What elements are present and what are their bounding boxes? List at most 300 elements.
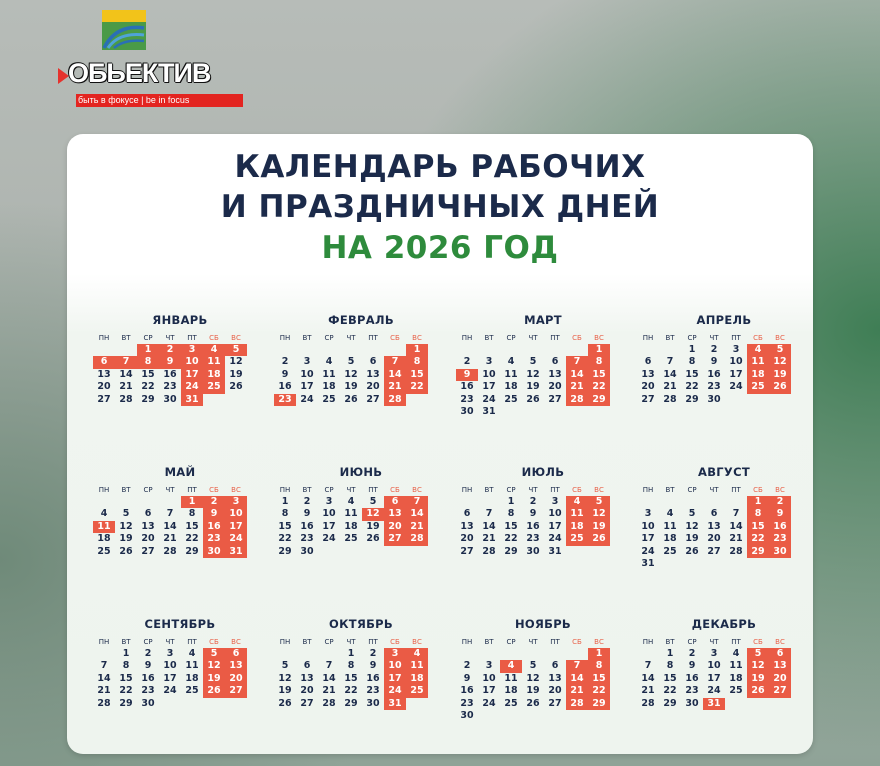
day-cell: 27 (384, 533, 406, 546)
day-cell: 7 (166, 508, 174, 519)
weekday-header: ВС (594, 486, 604, 494)
day-cell: 25 (203, 381, 225, 394)
day-cell: 17 (384, 673, 406, 686)
day-cell: 19 (229, 368, 243, 380)
day-cell: 31 (384, 698, 406, 711)
day-cell: 8 (688, 356, 696, 367)
day-cell: 9 (144, 660, 152, 671)
empty-cell (456, 496, 478, 509)
day-cell: 3 (166, 647, 174, 659)
day-cell: 13 (548, 672, 562, 684)
day-cell: 1 (181, 496, 203, 509)
day-cell: 7 (485, 508, 493, 519)
day-cell: 29 (141, 393, 155, 405)
day-cell: 19 (769, 369, 791, 382)
day-cell: 11 (566, 508, 588, 521)
month-days-grid (274, 635, 428, 710)
day-cell: 18 (203, 369, 225, 382)
day-cell: 9 (688, 660, 696, 671)
day-cell: 23 (141, 685, 155, 696)
day-cell: 27 (225, 685, 247, 698)
month-days-grid (637, 635, 791, 710)
day-cell: 23 (366, 685, 380, 696)
weekday-header: ПТ (187, 638, 197, 646)
day-cell: 10 (225, 508, 247, 521)
empty-cell (296, 344, 318, 357)
month-days-grid (456, 635, 610, 723)
day-cell: 16 (300, 520, 314, 532)
empty-cell (137, 496, 159, 509)
day-cell: 25 (663, 545, 677, 557)
day-cell: 30 (460, 406, 474, 417)
day-cell: 25 (185, 685, 199, 696)
day-cell: 18 (97, 533, 111, 544)
day-cell: 15 (344, 672, 358, 684)
day-cell: 3 (325, 495, 333, 507)
day-cell: 14 (663, 368, 677, 380)
weekday-header: СБ (209, 486, 219, 494)
day-cell: 11 (747, 356, 769, 369)
day-cell: 24 (225, 533, 247, 546)
day-cell: 9 (769, 508, 791, 521)
month-name: ДЕКАБРЬ (691, 617, 757, 631)
day-cell: 29 (663, 697, 677, 709)
month (456, 312, 610, 419)
day-cell: 27 (707, 545, 721, 557)
day-cell: 6 (93, 356, 115, 369)
weekday-header: СБ (572, 486, 582, 494)
day-cell: 4 (100, 508, 108, 519)
weekday-header: ПН (642, 334, 654, 342)
day-cell: 24 (707, 685, 721, 696)
day-cell: 31 (703, 698, 725, 711)
day-cell: 16 (460, 381, 474, 392)
day-cell: 24 (482, 697, 496, 709)
day-cell: 10 (181, 356, 203, 369)
day-cell: 19 (203, 673, 225, 686)
empty-cell (115, 496, 137, 509)
weekday-header: ВС (775, 638, 785, 646)
empty-cell (93, 344, 115, 357)
day-cell: 21 (482, 533, 496, 544)
day-cell: 9 (203, 508, 225, 521)
day-cell: 10 (322, 508, 336, 519)
day-cell: 13 (707, 520, 721, 532)
day-cell: 5 (688, 508, 696, 519)
day-cell: 4 (203, 344, 225, 357)
day-cell: 28 (663, 393, 677, 405)
day-cell: 20 (225, 673, 247, 686)
day-cell: 7 (406, 496, 428, 509)
day-cell: 1 (666, 647, 674, 659)
day-cell: 15 (278, 520, 292, 532)
month (93, 312, 247, 406)
empty-cell (384, 344, 406, 357)
month (93, 616, 247, 710)
day-cell: 2 (688, 647, 696, 659)
logo-tagline: быть в фокусе | be in focus (76, 94, 243, 107)
month (274, 464, 428, 558)
day-cell: 5 (281, 660, 289, 671)
day-cell: 16 (278, 381, 292, 392)
day-cell: 31 (181, 394, 203, 407)
day-cell: 17 (548, 520, 562, 532)
day-cell: 18 (344, 520, 358, 532)
day-cell: 6 (769, 648, 791, 661)
day-cell: 23 (163, 381, 177, 392)
month-days-grid (637, 483, 791, 571)
day-cell: 15 (747, 521, 769, 534)
weekday-header: ВТ (302, 486, 312, 494)
month (456, 464, 610, 558)
day-cell: 2 (203, 496, 225, 509)
weekday-header: ПН (98, 334, 110, 342)
day-cell: 22 (278, 533, 292, 544)
day-cell: 19 (685, 533, 699, 544)
day-cell: 30 (460, 710, 474, 721)
day-cell: 13 (769, 660, 791, 673)
day-cell: 28 (566, 698, 588, 711)
day-cell: 3 (485, 660, 493, 671)
weekday-header: СБ (753, 334, 763, 342)
day-cell: 31 (641, 558, 655, 569)
empty-cell (500, 344, 522, 357)
day-cell: 25 (747, 381, 769, 394)
day-cell: 16 (163, 368, 177, 380)
month (637, 464, 791, 571)
day-cell: 7 (566, 356, 588, 369)
day-cell: 27 (548, 697, 562, 709)
month-days-grid (274, 331, 428, 406)
day-cell: 17 (322, 520, 336, 532)
weekday-header: ЧТ (709, 638, 719, 646)
day-cell: 13 (97, 368, 111, 380)
day-cell: 21 (406, 521, 428, 534)
day-cell: 6 (551, 660, 559, 671)
weekday-header: ПТ (368, 638, 378, 646)
day-cell: 20 (548, 685, 562, 696)
day-cell: 26 (203, 685, 225, 698)
day-cell: 14 (566, 369, 588, 382)
day-cell: 3 (181, 344, 203, 357)
weekday-header: ВС (775, 334, 785, 342)
weekday-header: ВС (594, 334, 604, 342)
weekday-header: ПТ (550, 638, 560, 646)
weekday-header: ВТ (484, 334, 494, 342)
day-cell: 6 (303, 660, 311, 671)
weekday-header: ПН (279, 334, 291, 342)
day-cell: 18 (504, 381, 518, 392)
weekday-header: ЧТ (346, 486, 356, 494)
day-cell: 8 (188, 508, 196, 519)
day-cell: 23 (203, 533, 225, 546)
weekday-header: ВС (231, 486, 241, 494)
weekday-header: ВТ (302, 334, 312, 342)
weekday-header: ЧТ (528, 638, 538, 646)
day-cell: 23 (460, 393, 474, 405)
day-cell: 24 (384, 685, 406, 698)
weekday-header: СР (324, 486, 334, 494)
day-cell: 2 (710, 343, 718, 355)
empty-cell (637, 344, 659, 357)
day-cell: 24 (163, 685, 177, 696)
day-cell: 11 (185, 660, 199, 671)
day-cell: 14 (406, 508, 428, 521)
weekday-header: ЧТ (165, 638, 175, 646)
day-cell: 19 (526, 685, 540, 696)
day-cell: 3 (384, 648, 406, 661)
day-cell: 19 (588, 521, 610, 534)
day-cell: 8 (347, 660, 355, 671)
day-cell: 15 (185, 520, 199, 532)
day-cell: 7 (666, 356, 674, 367)
day-cell: 10 (300, 368, 314, 380)
day-cell: 10 (384, 660, 406, 673)
weekday-header: ВС (775, 486, 785, 494)
day-cell: 4 (325, 356, 333, 367)
day-cell: 13 (141, 520, 155, 532)
day-cell: 7 (100, 660, 108, 671)
weekday-header: ВТ (665, 334, 675, 342)
day-cell: 23 (707, 381, 721, 392)
day-cell: 2 (281, 356, 289, 367)
day-cell: 7 (115, 356, 137, 369)
day-cell: 27 (769, 685, 791, 698)
day-cell: 25 (504, 393, 518, 405)
day-cell: 12 (344, 368, 358, 380)
day-cell: 15 (504, 520, 518, 532)
day-cell: 4 (747, 344, 769, 357)
day-cell: 27 (97, 393, 111, 405)
day-cell: 11 (344, 508, 358, 519)
day-cell: 5 (769, 344, 791, 357)
day-cell: 28 (406, 533, 428, 546)
day-cell: 9 (710, 356, 718, 367)
day-cell: 15 (588, 369, 610, 382)
day-cell: 23 (300, 533, 314, 544)
day-cell: 1 (747, 496, 769, 509)
day-cell: 22 (504, 533, 518, 544)
day-cell: 22 (588, 381, 610, 394)
day-cell: 21 (97, 685, 111, 696)
day-cell: 26 (747, 685, 769, 698)
weekday-header: СР (506, 638, 516, 646)
empty-cell (362, 344, 384, 357)
day-cell: 18 (406, 673, 428, 686)
day-cell: 2 (529, 495, 537, 507)
weekday-header: ЧТ (528, 486, 538, 494)
weekday-header: СР (687, 486, 697, 494)
day-cell: 7 (325, 660, 333, 671)
weekday-header: ПН (279, 486, 291, 494)
day-cell: 30 (203, 546, 225, 559)
weekday-header: СР (687, 334, 697, 342)
day-cell: 12 (362, 508, 384, 521)
empty-cell (659, 496, 681, 509)
month-name: ИЮНЬ (339, 465, 383, 479)
weekday-header: ПТ (550, 486, 560, 494)
day-cell: 26 (229, 381, 243, 392)
month-name: АВГУСТ (698, 465, 750, 479)
day-cell: 1 (406, 344, 428, 357)
month-days-grid (456, 331, 610, 419)
day-cell: 5 (747, 648, 769, 661)
day-cell: 29 (119, 697, 133, 709)
day-cell: 29 (588, 698, 610, 711)
day-cell: 16 (685, 672, 699, 684)
weekday-header: ПТ (368, 486, 378, 494)
empty-cell (274, 344, 296, 357)
empty-cell (159, 496, 181, 509)
day-cell: 8 (122, 660, 130, 671)
empty-cell (456, 648, 478, 661)
day-cell: 10 (482, 368, 496, 380)
day-cell: 3 (485, 356, 493, 367)
day-cell: 4 (406, 648, 428, 661)
day-cell: 5 (529, 660, 537, 671)
day-cell: 6 (644, 356, 652, 367)
month-name: МАРТ (524, 313, 562, 327)
weekday-header: ЧТ (709, 486, 719, 494)
day-cell: 26 (588, 533, 610, 546)
weekday-header: ЧТ (709, 334, 719, 342)
month (637, 312, 791, 406)
day-cell: 19 (526, 381, 540, 392)
weekday-header: ПТ (731, 486, 741, 494)
month-name: ОКТЯБРЬ (329, 617, 393, 631)
day-cell: 17 (163, 672, 177, 684)
day-cell: 9 (529, 508, 537, 519)
day-cell: 27 (141, 545, 155, 557)
month-days-grid (93, 635, 247, 710)
day-cell: 14 (119, 368, 133, 380)
day-cell: 7 (384, 356, 406, 369)
day-cell: 18 (663, 533, 677, 544)
empty-cell (500, 648, 522, 661)
weekday-header: СР (324, 334, 334, 342)
weekday-header: ВТ (121, 638, 131, 646)
month-name: МАЙ (164, 465, 196, 479)
weekday-header: ВС (412, 486, 422, 494)
day-cell: 1 (688, 343, 696, 355)
day-cell: 17 (300, 381, 314, 392)
weekday-header: ВТ (665, 638, 675, 646)
day-cell: 3 (303, 356, 311, 367)
day-cell: 20 (97, 381, 111, 392)
day-cell: 15 (141, 368, 155, 380)
day-cell: 23 (460, 697, 474, 709)
weekday-header: ВТ (121, 334, 131, 342)
day-cell: 13 (300, 672, 314, 684)
day-cell: 17 (181, 369, 203, 382)
logo (58, 10, 228, 105)
weekday-header: СБ (390, 638, 400, 646)
day-cell: 13 (384, 508, 406, 521)
day-cell: 28 (482, 545, 496, 557)
day-cell: 3 (225, 496, 247, 509)
weekday-header: ВС (594, 638, 604, 646)
day-cell: 5 (529, 356, 537, 367)
day-cell: 27 (460, 545, 474, 557)
day-cell: 1 (137, 344, 159, 357)
day-cell: 19 (344, 381, 358, 392)
weekday-header: СБ (390, 334, 400, 342)
weekday-header: СР (687, 638, 697, 646)
day-cell: 22 (141, 381, 155, 392)
day-cell: 26 (366, 533, 380, 544)
day-cell: 24 (641, 545, 655, 557)
day-cell: 12 (526, 672, 540, 684)
day-cell: 24 (482, 393, 496, 405)
weekday-header: ПТ (187, 334, 197, 342)
weekday-header: ПТ (550, 334, 560, 342)
weekday-header: ВТ (121, 486, 131, 494)
day-cell: 12 (278, 672, 292, 684)
day-cell: 7 (566, 660, 588, 673)
weekday-header: ЧТ (346, 334, 356, 342)
day-cell: 22 (685, 381, 699, 392)
day-cell: 5 (122, 508, 130, 519)
weekday-header: ЧТ (346, 638, 356, 646)
weekday-header: СР (143, 638, 153, 646)
day-cell: 4 (566, 496, 588, 509)
empty-cell (456, 344, 478, 357)
month-name: НОЯБРЬ (514, 617, 571, 631)
day-cell: 23 (769, 533, 791, 546)
weekday-header: СБ (209, 638, 219, 646)
weekday-header: СР (506, 486, 516, 494)
day-cell: 13 (225, 660, 247, 673)
day-cell: 24 (181, 381, 203, 394)
weekday-header: СР (143, 334, 153, 342)
day-cell: 29 (278, 545, 292, 557)
weekday-header: СБ (753, 486, 763, 494)
day-cell: 23 (526, 533, 540, 544)
day-cell: 6 (369, 356, 377, 367)
day-cell: 6 (551, 356, 559, 367)
day-cell: 17 (641, 533, 655, 544)
day-cell: 12 (769, 356, 791, 369)
weekday-header: СБ (390, 486, 400, 494)
day-cell: 13 (460, 520, 474, 532)
day-cell: 30 (141, 697, 155, 709)
weekday-header: ЧТ (528, 334, 538, 342)
day-cell: 20 (366, 381, 380, 392)
empty-cell (318, 648, 340, 661)
month-name: ИЮЛЬ (521, 465, 565, 479)
day-cell: 3 (732, 343, 740, 355)
day-cell: 28 (729, 545, 743, 557)
day-cell: 6 (144, 508, 152, 519)
day-cell: 9 (463, 672, 471, 684)
day-cell: 5 (369, 495, 377, 507)
weekday-header: СБ (572, 334, 582, 342)
logo-emblem-icon (102, 10, 146, 50)
day-cell: 6 (463, 508, 471, 519)
title-line-1: КАЛЕНДАРЬ РАБОЧИХ (234, 149, 646, 185)
weekday-header: ПН (642, 638, 654, 646)
day-cell: 26 (526, 393, 540, 405)
day-cell: 28 (384, 394, 406, 407)
day-cell: 30 (707, 393, 721, 405)
empty-cell (93, 648, 115, 661)
day-cell: 21 (163, 533, 177, 544)
day-cell: 27 (300, 697, 314, 709)
day-cell: 12 (229, 356, 243, 367)
day-cell: 15 (119, 672, 133, 684)
month-days-grid (637, 331, 791, 406)
day-cell: 31 (482, 406, 496, 417)
